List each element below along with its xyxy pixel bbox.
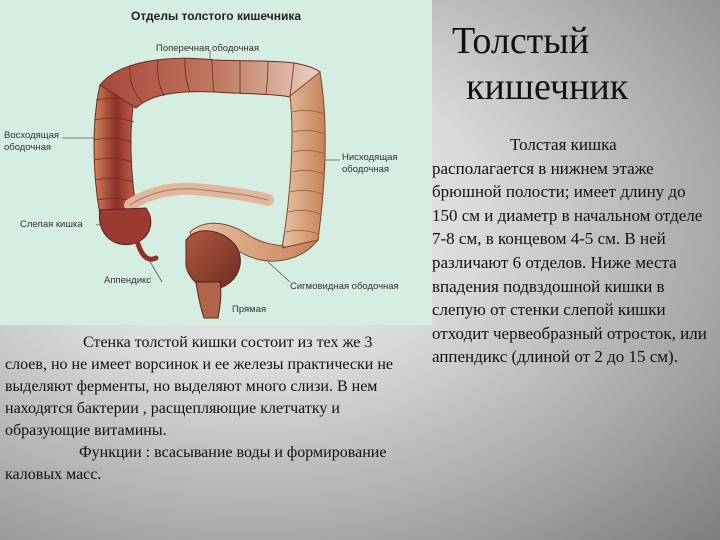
colon-diagram <box>0 0 432 325</box>
label-ascending <box>4 130 59 154</box>
rectum <box>196 282 221 318</box>
label-ascending-line2: ободочная <box>4 142 52 153</box>
label-ascending-line1: Восходящая <box>4 130 60 141</box>
label-transverse: Поперечная ободочная <box>156 43 260 54</box>
descending-colon <box>282 72 325 248</box>
slide-title-line2: кишечник <box>466 66 629 108</box>
label-descending <box>342 152 398 176</box>
label-descending-line1: Нисходящая <box>342 152 398 163</box>
label-appendix: Аппендикс <box>104 275 152 286</box>
wall-functions-text <box>5 332 415 486</box>
figure-title: Отделы толстого кишечника <box>130 9 302 23</box>
ileum <box>130 189 268 205</box>
description-text <box>432 133 715 369</box>
label-rectum: Прямая <box>232 304 267 315</box>
label-sigmoid: Сигмовидная ободочная <box>290 281 399 292</box>
transverse-colon <box>100 58 320 108</box>
label-descending-line2: ободочная <box>342 164 390 175</box>
appendix <box>138 244 156 259</box>
cecum <box>99 208 150 245</box>
label-cecum: Слепая кишка <box>20 219 83 230</box>
functions-paragraph <box>5 442 415 486</box>
slide-title-line1: Толстый <box>452 20 590 62</box>
wall-paragraph-text: Стенка толстой кишки состоит из тех же 3 слоев, но не имеет ворсинок и ее железы практически не выделяют ферменты, но выделяют много слизи. В нем находятся бактерии , расщепляющие клетчатку и образующие витамины. <box>5 334 393 439</box>
wall-paragraph <box>5 332 415 442</box>
slide-title <box>440 18 720 110</box>
functions-paragraph-text: Функции : всасывание воды и формирование каловых масс. <box>5 444 387 483</box>
description-paragraph: Толстая кишка располагается в нижнем этаже брюшной полости; имеет длину до 150 см и диаметр в начальном отделе 7-8 см, в концевом 4-5 см. В ней различают 6 отделов. Ниже места впадения подвздошной кишки в слепую от стенки слепой кишки отходит червеобразный отросток, или аппендикс (длиной от 2 до 15 см). <box>432 135 707 367</box>
